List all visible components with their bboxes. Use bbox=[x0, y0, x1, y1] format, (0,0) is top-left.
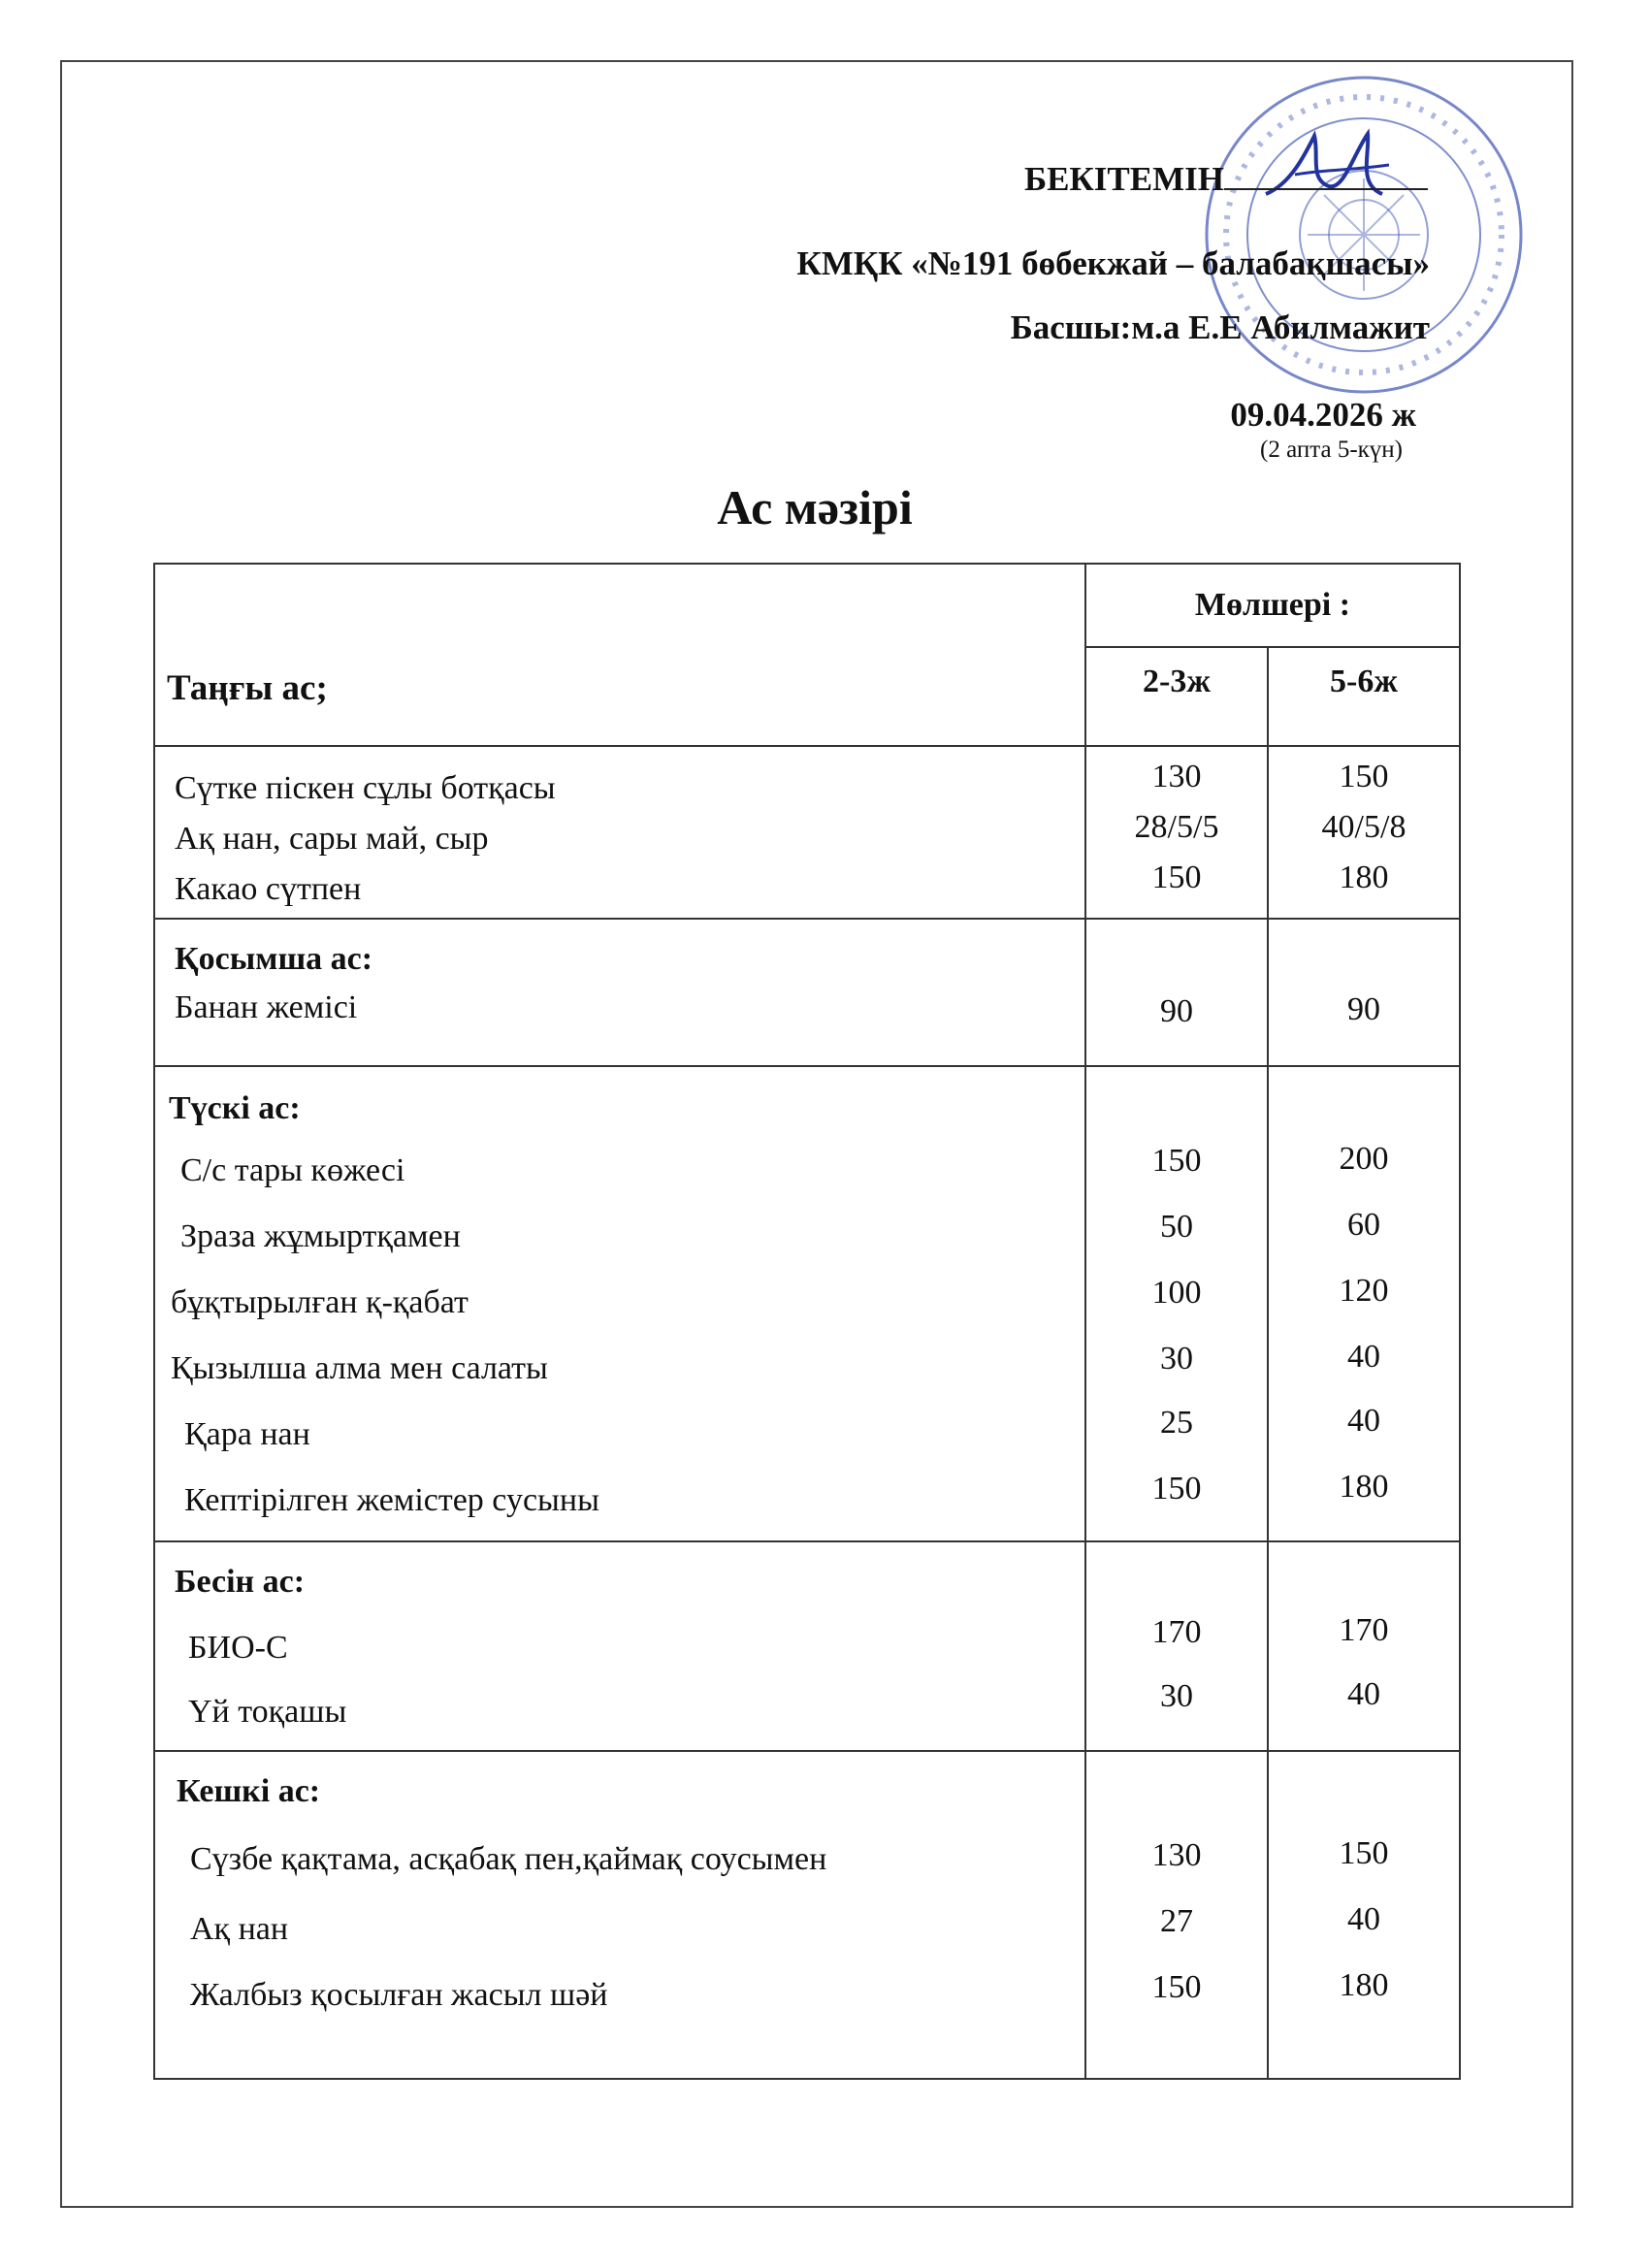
afternoon-section bbox=[155, 1540, 1459, 1750]
quantity-value: 150 bbox=[1151, 1471, 1202, 1507]
quantity-value: 27 bbox=[1160, 1903, 1193, 1939]
quantity-value: 40 bbox=[1347, 1901, 1380, 1937]
quantity-value: 130 bbox=[1151, 1837, 1202, 1873]
afternoon-title: Бесін ас: bbox=[175, 1564, 306, 1600]
age-header-1: 2-3ж bbox=[1084, 648, 1267, 745]
quantity-value: 60 bbox=[1347, 1207, 1380, 1243]
quantity-header: Мөлшері : bbox=[1084, 565, 1459, 648]
quantity-value: 40 bbox=[1347, 1676, 1380, 1712]
official-stamp bbox=[1201, 72, 1527, 398]
table-header bbox=[155, 565, 1459, 745]
organization-name: КМҚК «№191 бөбекжай – балабақшасы» bbox=[796, 244, 1430, 282]
quantity-value: 90 bbox=[1347, 991, 1380, 1027]
quantity-value: 40 bbox=[1347, 1403, 1380, 1439]
quantity-value: 100 bbox=[1151, 1275, 1202, 1311]
breakfast-qty-1 bbox=[1084, 747, 1267, 918]
lunch-section bbox=[155, 1065, 1459, 1540]
breakfast-section bbox=[155, 745, 1459, 918]
breakfast-names bbox=[155, 747, 1083, 918]
quantity-value: 50 bbox=[1160, 1209, 1193, 1245]
list-item: бұқтырылған қ-қабат bbox=[171, 1284, 469, 1320]
quantity-value: 30 bbox=[1160, 1678, 1193, 1714]
list-item: Банан жемісі bbox=[175, 989, 358, 1025]
list-item: Үй тоқашы bbox=[188, 1694, 347, 1730]
quantity-value: 150 bbox=[1151, 859, 1202, 895]
list-item: Жалбыз қосылған жасыл шәй bbox=[190, 1977, 608, 2013]
quantity-value: 150 bbox=[1151, 1143, 1202, 1179]
quantity-value: 180 bbox=[1339, 859, 1389, 895]
dinner-title: Кешкі ас: bbox=[177, 1773, 321, 1809]
quantity-value: 90 bbox=[1160, 993, 1193, 1029]
list-item: Зраза жұмыртқамен bbox=[180, 1218, 461, 1254]
lunch-title: Түскі ас: bbox=[169, 1090, 301, 1126]
quantity-value: 130 bbox=[1151, 759, 1202, 794]
snack-section bbox=[155, 918, 1459, 1065]
quantity-value: 30 bbox=[1160, 1341, 1193, 1377]
week-day: (2 апта 5-күн) bbox=[1260, 437, 1403, 463]
quantity-value: 28/5/5 bbox=[1134, 809, 1219, 845]
signature-line bbox=[1224, 159, 1428, 190]
approve-text: БЕКІТЕМІН bbox=[1023, 160, 1224, 198]
quantity-value: 25 bbox=[1160, 1405, 1193, 1441]
age-header-2: 5-6ж bbox=[1267, 648, 1459, 745]
quantity-value: 120 bbox=[1339, 1273, 1389, 1309]
list-item: Қара нан bbox=[184, 1416, 310, 1452]
list-item: С/с тары көжесі bbox=[180, 1152, 405, 1188]
list-item: Сүзбе қақтама, асқабақ пен,қаймақ соусымен bbox=[190, 1841, 827, 1877]
quantity-value: 200 bbox=[1339, 1141, 1389, 1177]
quantity-value: 170 bbox=[1339, 1612, 1389, 1648]
dinner-section bbox=[155, 1750, 1459, 2078]
quantity-value: 40/5/8 bbox=[1321, 809, 1406, 845]
list-item: Ақ нан, сары май, сыр bbox=[175, 821, 489, 857]
snack-title: Қосымша ас: bbox=[175, 941, 373, 977]
list-item: БИО-С bbox=[188, 1630, 288, 1666]
quantity-value: 180 bbox=[1339, 1967, 1389, 2003]
page-title: Ас мәзірі bbox=[717, 480, 913, 535]
approve-line bbox=[1024, 159, 1428, 199]
head-name: Басшы:м.а Е.Е Абилмажит bbox=[1010, 308, 1430, 346]
breakfast-title: Таңғы ас; bbox=[167, 668, 328, 708]
list-item: Ақ нан bbox=[190, 1911, 289, 1947]
list-item: Какао сүтпен bbox=[175, 871, 362, 907]
menu-table bbox=[153, 563, 1461, 2080]
quantity-value: 180 bbox=[1339, 1469, 1389, 1505]
menu-date: 09.04.2026 ж bbox=[1230, 396, 1416, 434]
breakfast-qty-2 bbox=[1267, 747, 1459, 918]
list-item: Кептірілген жемістер сусыны bbox=[184, 1482, 599, 1518]
quantity-value: 150 bbox=[1151, 1969, 1202, 2005]
list-item: Сүтке піскен сұлы ботқасы bbox=[175, 770, 556, 806]
quantity-value: 150 bbox=[1339, 759, 1389, 794]
quantity-value: 40 bbox=[1347, 1339, 1380, 1375]
list-item: Қызылша алма мен салаты bbox=[171, 1350, 548, 1386]
quantity-value: 150 bbox=[1339, 1835, 1389, 1871]
quantity-value: 170 bbox=[1151, 1614, 1202, 1650]
